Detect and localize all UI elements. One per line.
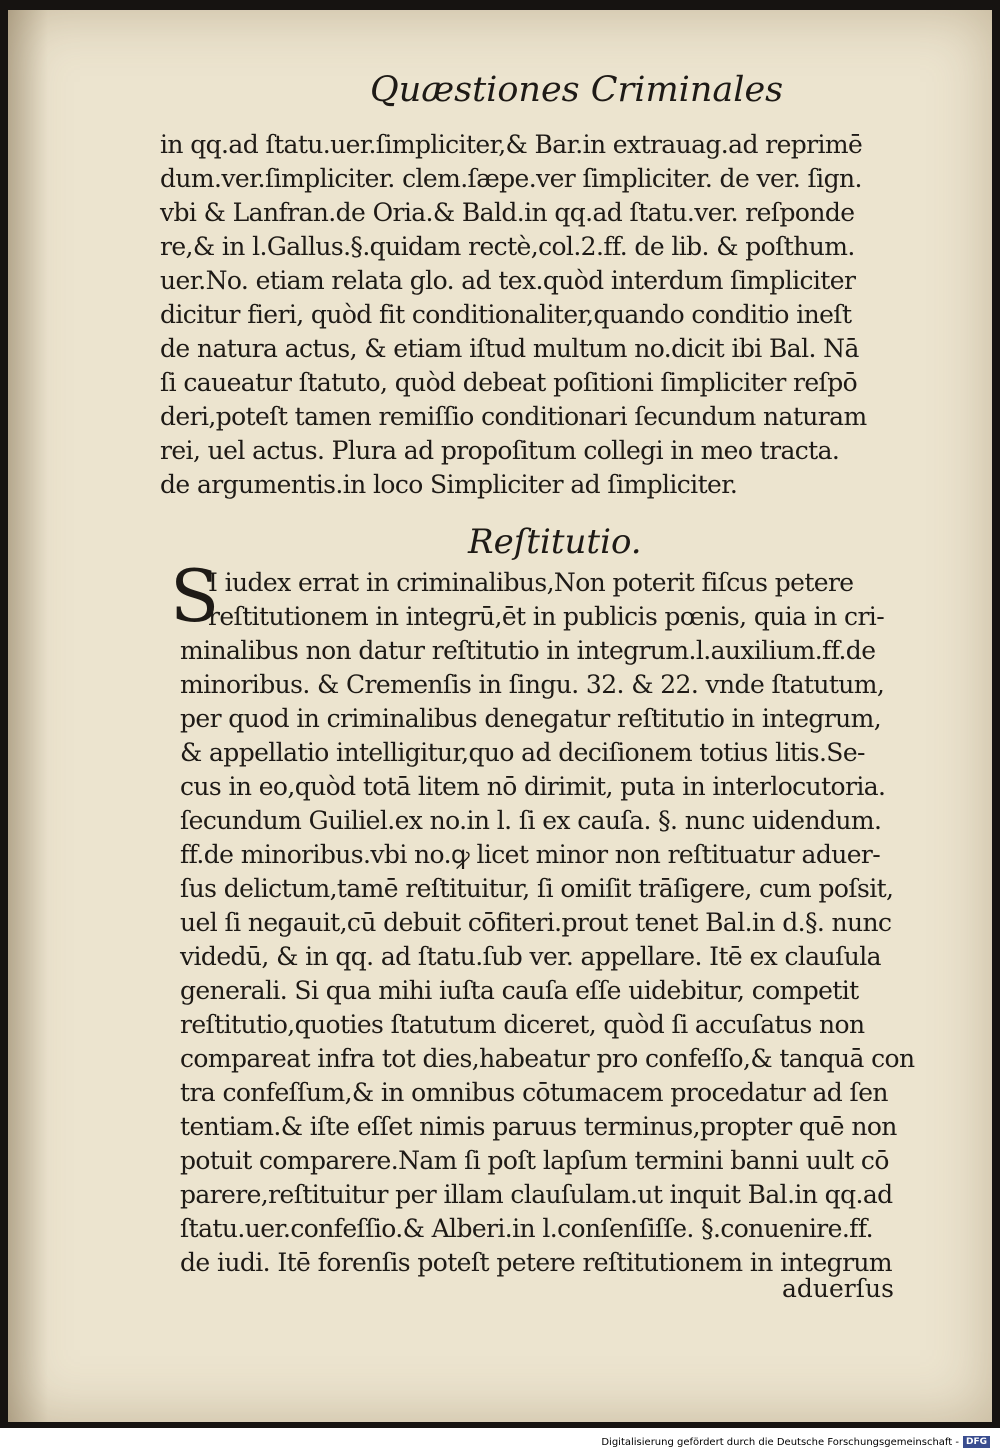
footer-text: Digitalisierung gefördert durch die Deutsche Forschungsgemeinschaft - bbox=[601, 1437, 959, 1448]
drop-cap: S bbox=[170, 554, 220, 638]
text-line: de natura actus, & etiam iſtud multum no.dicit ibi Bal. Nā bbox=[160, 334, 859, 363]
section-text-block bbox=[180, 566, 950, 1280]
text-line: de argumentis.in loco Simpliciter ad ſimpliciter. bbox=[160, 470, 738, 499]
text-block bbox=[160, 128, 950, 502]
text-line: cus in eo,quòd totā litem nō dirimit, puta in interlocutoria. bbox=[180, 772, 886, 801]
text-line: & appellatio intelligitur,quo ad deciſionem totius litis.Se- bbox=[180, 738, 865, 767]
text-line: minoribus. & Cremenſis in ſingu. 32. & 22. vnde ſtatutum, bbox=[180, 670, 885, 699]
text-line: ſtatu.uer.confeſſio.& Alberi.in l.conſenſiſſe. §.conuenire.ff. bbox=[180, 1214, 873, 1243]
text-line: tentiam.& iſte eſſet nimis paruus terminus,propter quē non bbox=[180, 1112, 897, 1141]
text-line: generali. Si qua mihi iuſta cauſa eſſe uidebitur, competit bbox=[180, 976, 859, 1005]
text-line: re,& in l.Gallus.§.quidam rectè,col.2.ff. de lib. & poſthum. bbox=[160, 232, 855, 261]
text-line: videdū, & in qq. ad ſtatu.ſub ver. appellare. Itē ex clauſula bbox=[180, 942, 881, 971]
catchword: aduerſus bbox=[782, 1274, 894, 1303]
text-line: reſtitutionem in integrū,ēt in publicis pœnis, quia in cri- bbox=[208, 602, 885, 631]
text-line: in qq.ad ſtatu.uer.ſimpliciter,& Bar.in extrauag.ad reprimē bbox=[160, 130, 863, 159]
text-line: parere,reſtituitur per illam clauſulam.ut inquit Bal.in qq.ad bbox=[180, 1180, 893, 1209]
text-line: vbi & Lanfran.de Oria.& Bald.in qq.ad ſtatu.ver. reſponde bbox=[160, 198, 855, 227]
running-head: Quæstiones Criminales bbox=[370, 70, 784, 110]
dfg-logo: DFG bbox=[963, 1436, 990, 1448]
text-line: I iudex errat in criminalibus,Non poterit fiſcus petere bbox=[208, 568, 854, 597]
text-line: ſus delictum,tamē reſtituitur, ſi omiſit trāſigere, cum poſsit, bbox=[180, 874, 894, 903]
text-line: tra confeſſum,& in omnibus cōtumacem procedatur ad ſen bbox=[180, 1078, 888, 1107]
text-line: minalibus non datur reſtitutio in integrum.l.auxilium.ff.de bbox=[180, 636, 876, 665]
section-heading: Reſtitutio. bbox=[468, 522, 642, 562]
text-line: uel ſi negauit,cū debuit cōfiteri.prout tenet Bal.in d.§. nunc bbox=[180, 908, 892, 937]
text-line: potuit comparere.Nam ſi poſt lapſum termini banni uult cō bbox=[180, 1146, 889, 1175]
text-line: de iudi. Itē forenſis poteſt petere reſtitutionem in integrum bbox=[180, 1248, 893, 1277]
text-line: per quod in criminalibus denegatur reſtitutio in integrum, bbox=[180, 704, 882, 733]
text-line: deri,poteſt tamen remiſſio conditionari ſecundum naturam bbox=[160, 402, 867, 431]
text-line: dum.ver.ſimpliciter. clem.ſæpe.ver ſimpliciter. de ver. ſign. bbox=[160, 164, 862, 193]
text-line: ff.de minoribus.vbi no.ꝙ licet minor non reſtituatur aduer- bbox=[180, 840, 881, 869]
text-line: compareat infra tot dies,habeatur pro confeſſo,& tanquā con bbox=[180, 1044, 915, 1073]
text-line: ſi caueatur ſtatuto, quòd debeat poſitioni ſimpliciter reſpō bbox=[160, 368, 858, 397]
page-gutter-shadow bbox=[8, 10, 48, 1422]
text-line: dicitur fieri, quòd fit conditionaliter,quando conditio ineſt bbox=[160, 300, 852, 329]
funding-footer bbox=[601, 1436, 990, 1448]
text-line: rei, uel actus. Plura ad propoſitum collegi in meo tracta. bbox=[160, 436, 840, 465]
text-line: ſecundum Guiliel.ex no.in l. ſi ex cauſa. §. nunc uidendum. bbox=[180, 806, 882, 835]
text-line: reſtitutio,quoties ſtatutum diceret, quòd ſi accuſatus non bbox=[180, 1010, 865, 1039]
text-line: uer.No. etiam relata glo. ad tex.quòd interdum ſimpliciter bbox=[160, 266, 856, 295]
